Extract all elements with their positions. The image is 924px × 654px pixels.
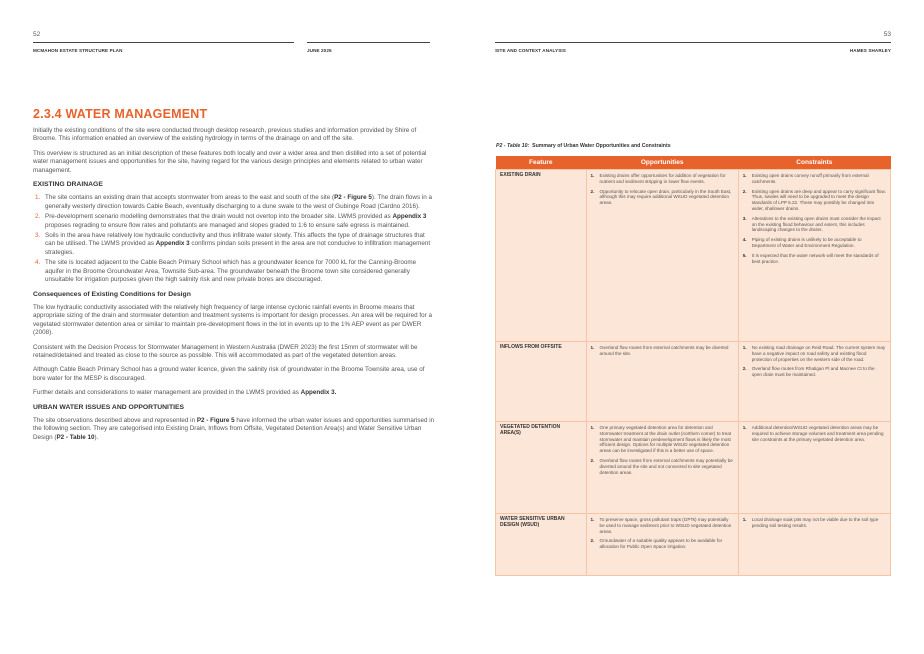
page-number: 53 [883, 31, 891, 38]
paragraph-text: The site observations described above and represented in [33, 416, 197, 424]
running-head-author: HAMES SHARLEY [849, 48, 891, 53]
column-header-feature: Feature [496, 156, 587, 170]
table-list-text: Overland flow routes from Rhatigan Pl and Macnee Ct to the open drain must be maintained. [751, 366, 875, 378]
figure-reference: P2 - Figure 5 [196, 416, 235, 424]
table-list-text: To preserve space, gross pollutant traps (GPTs) may potentially be used to manage sediment prior to WSUD vegetated detention areas. [599, 517, 732, 534]
table-list-item [743, 237, 886, 249]
table-list-number: 5. [742, 252, 747, 258]
list-text: Pre-development scenario modelling demonstrates that the drain would not overtop into the broader site. LWMS provided as [45, 213, 393, 221]
table-caption [496, 143, 671, 149]
column-header-opportunities: Opportunities [586, 156, 738, 170]
table-list-number: 1. [742, 345, 747, 350]
table-list-text: Additional detention/WSUD vegetated detention areas may be required to achieve storage volumes and treatment area pending site constraints at the primary vegetated detention area. [751, 425, 884, 442]
header-rule [307, 42, 430, 43]
table-list-text: Overland flow routes from external catchments may potentially be diverted around the site and not connected to site vegetated detention areas. [599, 457, 733, 475]
existing-drainage-heading: EXISTING DRAINAGE [33, 181, 103, 189]
appendix-reference: Appendix 3 [392, 213, 427, 221]
table-list-item [743, 253, 886, 265]
constraints-cell [738, 514, 890, 576]
list-text: Soils in the area have relatively low hydraulic conductivity and thus infiltrate water slowly. This affects the type of drainage structures that can be utilised. The LWMS provided as [45, 232, 425, 248]
water-opportunities-table [495, 156, 891, 576]
feature-cell: WATER SENSITIVE URBAN DESIGN (WSUD) [496, 514, 587, 576]
drainage-list [33, 194, 435, 284]
feature-cell: EXISTING DRAIN [496, 170, 587, 342]
list-number: 2. [35, 213, 41, 221]
list-text: confirms pindan soils present in the area are not conducive to infiltration management strategies. [45, 240, 431, 256]
table-list-item [743, 345, 886, 362]
section-title: 2.3.4 WATER MANAGEMENT [33, 107, 208, 121]
column-header-constraints: Constraints [738, 156, 890, 170]
table-list-item [743, 425, 886, 442]
table-row [496, 170, 891, 342]
table-row [496, 422, 891, 514]
table-list-item [743, 173, 886, 185]
table-list-text: No existing road drainage on Reid Road. The current system may have a negative impact on road safety and existing flood protection of properties on the western side of the road. [751, 345, 886, 362]
paragraph: Consistent with the Decision Process for Stormwater Management in Western Australia (DWER 2023) the first 15mm of stormwater will be retained/detained and treated as close to the source as possible. This will accommodated as part of the vegetated detention areas. [33, 343, 418, 359]
opportunities-cell [586, 422, 738, 514]
list-number: 3. [35, 232, 41, 240]
list-item [33, 194, 435, 211]
table-list-text: One primary vegetated detention area for detention and stormwater treatment at the drain outlet (northern corner) to treat stormwater and maintain predevelopment flows is likely the most efficient design. Options for multiple WSUD vegetated detention areas can be investigated if this is a better use of space. [599, 425, 732, 454]
list-item [33, 259, 435, 284]
table-list-item [591, 517, 734, 534]
table-list-number: 2. [590, 457, 595, 463]
table-list-item [591, 345, 734, 357]
paragraph [33, 417, 435, 442]
table-list-number: 1. [742, 425, 747, 430]
list-text: The site is located adjacent to the Cable Beach Primary School which has a groundwater licence for 7000 kL for the Canning-Broome aquifer in the Broome Groundwater Area, Townsite Sub-area. The groundwater beneath the Broome town site considered generally unsuitable for irrigation purposes given the high salinity risk and new private bores are discouraged. [45, 259, 417, 284]
right-page [462, 0, 924, 654]
intro-paragraph: Initially the existing conditions of the site were conducted through desktop research, previous studies and information provided by Shire of Broome. This information enabled an overview of the existing hydrology in terms of the drainage on and off the site. [33, 127, 417, 143]
consequences-heading: Consequences of Existing Conditions for Design [33, 290, 191, 298]
table-list-number: 3. [742, 215, 747, 221]
table-list-item [591, 458, 734, 475]
table-list-item [591, 538, 734, 550]
list-text: ). The drain flows in a generally westerly direction towards Cable Beach, eventually discharging to a dune swale to the west of Gubinge Road (Cardno 2016). [45, 194, 432, 210]
table-list-number: 1. [590, 517, 595, 522]
table-list-number: 2. [590, 538, 595, 544]
paragraph-text: ). [94, 433, 99, 441]
list-text: The site contains an existing drain that accepts stormwater from areas to the east and south of the site ( [45, 194, 335, 202]
table-list-item [743, 517, 886, 529]
urban-water-heading: URBAN WATER ISSUES AND OPPORTUNITIES [33, 403, 185, 411]
body-text [33, 127, 435, 448]
header-rule [495, 42, 891, 43]
opportunities-cell [586, 170, 738, 342]
table-row [496, 514, 891, 576]
table-list-number: 2. [590, 188, 595, 194]
table-header-row [496, 156, 891, 170]
table-list-item [743, 189, 886, 212]
table-reference: P2 - Table 10 [56, 433, 95, 441]
table-list-text: Local drainage soak pits may not be viable due to the soil type pending soil testing results. [751, 517, 879, 528]
table-list-number: 1. [742, 517, 747, 522]
constraints-cell [738, 342, 890, 422]
table-list-item [591, 189, 734, 206]
table-list-text: Overland flow routes from external catchments may be diverted around the site. [599, 345, 729, 356]
opportunities-cell [586, 514, 738, 576]
appendix-reference: Appendix 3. [300, 389, 337, 397]
table-list-text: It is expected that the water network will meet the standards of best practice. [751, 252, 879, 264]
table-list-item [743, 216, 886, 233]
table-list-number: 1. [590, 345, 595, 350]
table-list-text: Opportunity to relocate open drain, particularly in the South East, although this may require additional WSUD vegetated detention areas. [599, 188, 732, 206]
table-list-text: Alterations to the existing open drains must consider the impact on the existing flood behaviour and extent, this includes landscaping changes to the drains. [751, 215, 881, 233]
appendix-reference: Appendix 3 [155, 240, 190, 248]
list-text: proposes regrading to ensure flow rates and pollutants are managed and slopes graded to 1:6 to ensure safe egress is maintained. [45, 221, 410, 229]
table-row [496, 342, 891, 422]
table-list-number: 1. [590, 173, 595, 178]
list-number: 4. [35, 259, 41, 267]
opportunities-cell [586, 342, 738, 422]
list-number: 1. [35, 194, 41, 202]
running-head: MCMAHON ESTATE STRUCTURE PLAN [33, 48, 123, 53]
paragraph: Although Cable Beach Primary School has a ground water licence, given the salinity risk of groundwater in the Broome Townsite area, use of bore water for the MESP is discouraged. [33, 366, 425, 382]
header-rule [33, 42, 294, 43]
running-head: SITE AND CONTEXT ANALYSIS [495, 48, 566, 53]
list-item [33, 232, 435, 257]
table-list-number: 2. [742, 188, 747, 194]
constraints-cell [738, 170, 890, 342]
table-list-number: 1. [742, 173, 747, 178]
intro-paragraph: This overview is structured as an initial description of these features both locally and over a wider area and then distilled into a set of potential water management issues and opportunities for the site, having regard for the various design principles and elements related to urban water management. [33, 149, 427, 174]
table-list-item [591, 173, 734, 185]
table-list-text: Existing open drains are deep and appear to carry significant flow. Thus, swales will need to be upgraded to meet the design standards of LPP 5.22. These may possibly be changed into wider, shallower drains. [751, 188, 886, 211]
table-list-text: Piping of existing drains is unlikely to be acceptable to Department of Water and Environment Regulation. [751, 237, 862, 248]
table-list-number: 1. [590, 425, 595, 430]
table-list-text: Groundwater of a suitable quality appears to be available for allocation for Public Open Space irrigation. [599, 538, 723, 550]
feature-cell: VEGETATED DETENTION AREA(S) [496, 422, 587, 514]
figure-reference: P2 - Figure 5 [334, 194, 372, 202]
table-list-number: 2. [742, 366, 747, 372]
paragraph: The low hydraulic conductivity associated with the relatively high frequency of large intense cyclonic rainfall events in Broome means that appropriate sizing of the drain and stormwater detention and treatment systems is important for design processes. An area will be required for a vegetated stormwater detention area or similar to maintain pre-development flows in the lot in events up to the 1% AEP event as per DWER (2008). [33, 303, 433, 337]
running-head-date: JUNE 2025 [307, 48, 332, 53]
table-list-item [743, 366, 886, 378]
constraints-cell [738, 422, 890, 514]
table-list-number: 4. [742, 237, 747, 243]
paragraph [33, 389, 435, 397]
table-caption-ref: P2 - Table 10: [496, 143, 530, 149]
paragraph-text: Further details and considerations to water management are provided in the LWMS provided as [33, 389, 301, 397]
table-list-item [591, 425, 734, 454]
list-item [33, 213, 435, 230]
feature-cell: INFLOWS FROM OFFSITE [496, 342, 587, 422]
page-number: 52 [33, 31, 41, 38]
table-caption-text: Summary of Urban Water Opportunities and Constraints [532, 143, 671, 149]
paragraph-text: have informed the urban water issues and opportunities summarised in the following section. They are categorised into Existing Drain, Inflows from Offsite, Vegetated Detention Area(s) and Water Sensitive Urban Design ( [33, 416, 435, 441]
table-list-text: Existing open drains convey runoff primarily from external catchments. [751, 173, 869, 184]
table-list-text: Existing drains offer opportunities for addition of vegetation for nutrient and sediment stripping in lower flow events. [599, 173, 726, 184]
